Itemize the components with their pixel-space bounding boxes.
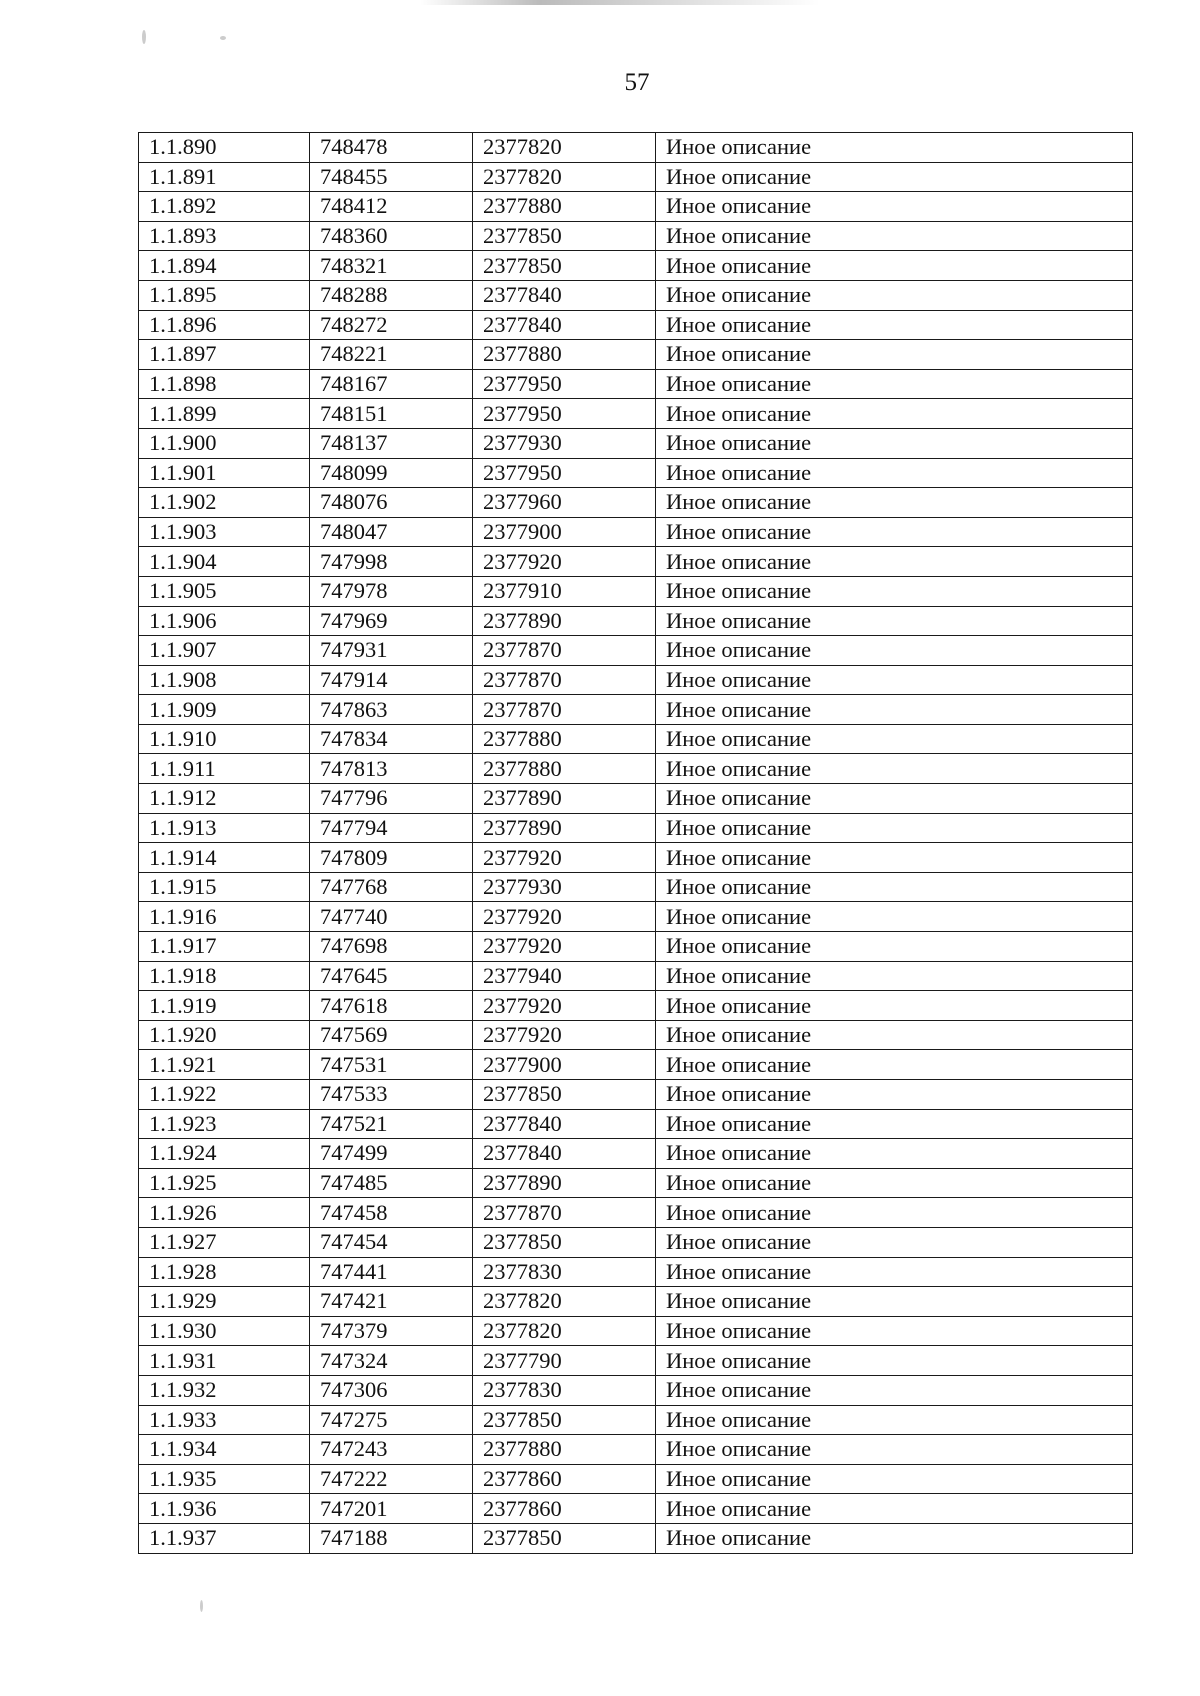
x-coordinate-cell: 748221 — [310, 340, 473, 370]
point-number-cell: 1.1.918 — [139, 961, 310, 991]
description-cell: Иное описание — [656, 133, 1133, 163]
y-coordinate-cell: 2377910 — [473, 576, 656, 606]
description-cell: Иное описание — [656, 280, 1133, 310]
point-number-cell: 1.1.899 — [139, 399, 310, 429]
description-cell: Иное описание — [656, 1050, 1133, 1080]
x-coordinate-cell: 748167 — [310, 369, 473, 399]
point-number-cell: 1.1.895 — [139, 280, 310, 310]
point-number-cell: 1.1.900 — [139, 428, 310, 458]
description-cell: Иное описание — [656, 843, 1133, 873]
y-coordinate-cell: 2377850 — [473, 251, 656, 281]
description-cell: Иное описание — [656, 192, 1133, 222]
y-coordinate-cell: 2377960 — [473, 488, 656, 518]
y-coordinate-cell: 2377880 — [473, 340, 656, 370]
point-number-cell: 1.1.933 — [139, 1405, 310, 1435]
y-coordinate-cell: 2377900 — [473, 1050, 656, 1080]
description-cell: Иное описание — [656, 458, 1133, 488]
y-coordinate-cell: 2377820 — [473, 1287, 656, 1317]
point-number-cell: 1.1.923 — [139, 1109, 310, 1139]
table-row — [139, 961, 1133, 991]
point-number-cell: 1.1.937 — [139, 1523, 310, 1553]
table-row — [139, 133, 1133, 163]
x-coordinate-cell: 748321 — [310, 251, 473, 281]
description-cell: Иное описание — [656, 1109, 1133, 1139]
scan-speck — [200, 1600, 203, 1612]
description-cell: Иное описание — [656, 1464, 1133, 1494]
point-number-cell: 1.1.897 — [139, 340, 310, 370]
point-number-cell: 1.1.932 — [139, 1375, 310, 1405]
y-coordinate-cell: 2377870 — [473, 1198, 656, 1228]
description-cell: Иное описание — [656, 1020, 1133, 1050]
table-row — [139, 813, 1133, 843]
point-number-cell: 1.1.930 — [139, 1316, 310, 1346]
description-cell: Иное описание — [656, 991, 1133, 1021]
y-coordinate-cell: 2377840 — [473, 310, 656, 340]
x-coordinate-cell: 748272 — [310, 310, 473, 340]
point-number-cell: 1.1.904 — [139, 547, 310, 577]
y-coordinate-cell: 2377880 — [473, 754, 656, 784]
point-number-cell: 1.1.907 — [139, 636, 310, 666]
description-cell: Иное описание — [656, 1139, 1133, 1169]
table-row — [139, 1168, 1133, 1198]
table-row — [139, 1375, 1133, 1405]
table-row — [139, 695, 1133, 725]
point-number-cell: 1.1.905 — [139, 576, 310, 606]
table-row — [139, 192, 1133, 222]
y-coordinate-cell: 2377920 — [473, 547, 656, 577]
y-coordinate-cell: 2377790 — [473, 1346, 656, 1376]
x-coordinate-cell: 748076 — [310, 488, 473, 518]
description-cell: Иное описание — [656, 902, 1133, 932]
point-number-cell: 1.1.916 — [139, 902, 310, 932]
y-coordinate-cell: 2377940 — [473, 961, 656, 991]
y-coordinate-cell: 2377850 — [473, 1405, 656, 1435]
table-row — [139, 1227, 1133, 1257]
table-row — [139, 1020, 1133, 1050]
page-number: 57 — [624, 69, 650, 96]
table-row — [139, 1080, 1133, 1110]
x-coordinate-cell: 747645 — [310, 961, 473, 991]
scan-speck — [220, 36, 226, 40]
point-number-cell: 1.1.919 — [139, 991, 310, 1021]
y-coordinate-cell: 2377840 — [473, 280, 656, 310]
y-coordinate-cell: 2377840 — [473, 1139, 656, 1169]
description-cell: Иное описание — [656, 636, 1133, 666]
description-cell: Иное описание — [656, 517, 1133, 547]
table-row — [139, 606, 1133, 636]
x-coordinate-cell: 747796 — [310, 784, 473, 814]
x-coordinate-cell: 747978 — [310, 576, 473, 606]
table-row — [139, 310, 1133, 340]
x-coordinate-cell: 747914 — [310, 665, 473, 695]
x-coordinate-cell: 748137 — [310, 428, 473, 458]
point-number-cell: 1.1.926 — [139, 1198, 310, 1228]
description-cell: Иное описание — [656, 1168, 1133, 1198]
x-coordinate-cell: 747188 — [310, 1523, 473, 1553]
y-coordinate-cell: 2377870 — [473, 665, 656, 695]
y-coordinate-cell: 2377950 — [473, 458, 656, 488]
table-row — [139, 458, 1133, 488]
point-number-cell: 1.1.909 — [139, 695, 310, 725]
description-cell: Иное описание — [656, 399, 1133, 429]
scan-speck — [142, 30, 146, 44]
table-row — [139, 547, 1133, 577]
point-number-cell: 1.1.893 — [139, 221, 310, 251]
description-cell: Иное описание — [656, 724, 1133, 754]
x-coordinate-cell: 747485 — [310, 1168, 473, 1198]
table-row — [139, 340, 1133, 370]
x-coordinate-cell: 748360 — [310, 221, 473, 251]
point-number-cell: 1.1.898 — [139, 369, 310, 399]
description-cell: Иное описание — [656, 1316, 1133, 1346]
description-cell: Иное описание — [656, 369, 1133, 399]
y-coordinate-cell: 2377860 — [473, 1494, 656, 1524]
description-cell: Иное описание — [656, 428, 1133, 458]
table-row — [139, 1435, 1133, 1465]
table-row — [139, 1109, 1133, 1139]
point-number-cell: 1.1.934 — [139, 1435, 310, 1465]
point-number-cell: 1.1.891 — [139, 162, 310, 192]
x-coordinate-cell: 747441 — [310, 1257, 473, 1287]
description-cell: Иное описание — [656, 1198, 1133, 1228]
x-coordinate-cell: 747324 — [310, 1346, 473, 1376]
x-coordinate-cell: 747458 — [310, 1198, 473, 1228]
table-row — [139, 991, 1133, 1021]
x-coordinate-cell: 747421 — [310, 1287, 473, 1317]
table-row — [139, 369, 1133, 399]
point-number-cell: 1.1.925 — [139, 1168, 310, 1198]
x-coordinate-cell: 747931 — [310, 636, 473, 666]
x-coordinate-cell: 747969 — [310, 606, 473, 636]
description-cell: Иное описание — [656, 961, 1133, 991]
point-number-cell: 1.1.922 — [139, 1080, 310, 1110]
description-cell: Иное описание — [656, 784, 1133, 814]
x-coordinate-cell: 748099 — [310, 458, 473, 488]
table-row — [139, 1494, 1133, 1524]
point-number-cell: 1.1.902 — [139, 488, 310, 518]
x-coordinate-cell: 747809 — [310, 843, 473, 873]
description-cell: Иное описание — [656, 872, 1133, 902]
x-coordinate-cell: 748455 — [310, 162, 473, 192]
y-coordinate-cell: 2377930 — [473, 872, 656, 902]
table-row — [139, 162, 1133, 192]
x-coordinate-cell: 747569 — [310, 1020, 473, 1050]
y-coordinate-cell: 2377850 — [473, 221, 656, 251]
point-number-cell: 1.1.914 — [139, 843, 310, 873]
point-number-cell: 1.1.928 — [139, 1257, 310, 1287]
y-coordinate-cell: 2377890 — [473, 813, 656, 843]
description-cell: Иное описание — [656, 1287, 1133, 1317]
table-row — [139, 724, 1133, 754]
point-number-cell: 1.1.924 — [139, 1139, 310, 1169]
point-number-cell: 1.1.927 — [139, 1227, 310, 1257]
y-coordinate-cell: 2377820 — [473, 162, 656, 192]
table-row — [139, 1050, 1133, 1080]
x-coordinate-cell: 747834 — [310, 724, 473, 754]
x-coordinate-cell: 747863 — [310, 695, 473, 725]
table-row — [139, 1287, 1133, 1317]
y-coordinate-cell: 2377830 — [473, 1375, 656, 1405]
point-number-cell: 1.1.896 — [139, 310, 310, 340]
x-coordinate-cell: 748478 — [310, 133, 473, 163]
description-cell: Иное описание — [656, 1080, 1133, 1110]
y-coordinate-cell: 2377890 — [473, 606, 656, 636]
x-coordinate-cell: 748047 — [310, 517, 473, 547]
table-row — [139, 1257, 1133, 1287]
x-coordinate-cell: 747201 — [310, 1494, 473, 1524]
table-row — [139, 399, 1133, 429]
table-row — [139, 428, 1133, 458]
table-row — [139, 1464, 1133, 1494]
description-cell: Иное описание — [656, 162, 1133, 192]
y-coordinate-cell: 2377850 — [473, 1227, 656, 1257]
table-row — [139, 1316, 1133, 1346]
point-number-cell: 1.1.894 — [139, 251, 310, 281]
table-row — [139, 665, 1133, 695]
point-number-cell: 1.1.929 — [139, 1287, 310, 1317]
y-coordinate-cell: 2377850 — [473, 1523, 656, 1553]
x-coordinate-cell: 747813 — [310, 754, 473, 784]
description-cell: Иное описание — [656, 1494, 1133, 1524]
table-row — [139, 872, 1133, 902]
point-number-cell: 1.1.931 — [139, 1346, 310, 1376]
description-cell: Иное описание — [656, 932, 1133, 962]
y-coordinate-cell: 2377930 — [473, 428, 656, 458]
y-coordinate-cell: 2377920 — [473, 932, 656, 962]
y-coordinate-cell: 2377820 — [473, 133, 656, 163]
x-coordinate-cell: 747275 — [310, 1405, 473, 1435]
table-row — [139, 1139, 1133, 1169]
description-cell: Иное описание — [656, 1375, 1133, 1405]
point-number-cell: 1.1.892 — [139, 192, 310, 222]
table-row — [139, 1198, 1133, 1228]
y-coordinate-cell: 2377880 — [473, 724, 656, 754]
table-row — [139, 488, 1133, 518]
point-number-cell: 1.1.890 — [139, 133, 310, 163]
x-coordinate-cell: 747768 — [310, 872, 473, 902]
table-row — [139, 754, 1133, 784]
table-row — [139, 902, 1133, 932]
point-number-cell: 1.1.910 — [139, 724, 310, 754]
y-coordinate-cell: 2377920 — [473, 991, 656, 1021]
x-coordinate-cell: 747499 — [310, 1139, 473, 1169]
coordinates-table-body — [139, 133, 1133, 1554]
x-coordinate-cell: 747222 — [310, 1464, 473, 1494]
y-coordinate-cell: 2377820 — [473, 1316, 656, 1346]
x-coordinate-cell: 747379 — [310, 1316, 473, 1346]
y-coordinate-cell: 2377840 — [473, 1109, 656, 1139]
y-coordinate-cell: 2377890 — [473, 784, 656, 814]
point-number-cell: 1.1.906 — [139, 606, 310, 636]
description-cell: Иное описание — [656, 665, 1133, 695]
y-coordinate-cell: 2377830 — [473, 1257, 656, 1287]
y-coordinate-cell: 2377860 — [473, 1464, 656, 1494]
table-row — [139, 221, 1133, 251]
table-row — [139, 251, 1133, 281]
point-number-cell: 1.1.901 — [139, 458, 310, 488]
description-cell: Иное описание — [656, 576, 1133, 606]
table-row — [139, 517, 1133, 547]
description-cell: Иное описание — [656, 221, 1133, 251]
x-coordinate-cell: 748412 — [310, 192, 473, 222]
y-coordinate-cell: 2377880 — [473, 1435, 656, 1465]
x-coordinate-cell: 748151 — [310, 399, 473, 429]
y-coordinate-cell: 2377900 — [473, 517, 656, 547]
description-cell: Иное описание — [656, 1346, 1133, 1376]
description-cell: Иное описание — [656, 488, 1133, 518]
y-coordinate-cell: 2377920 — [473, 902, 656, 932]
description-cell: Иное описание — [656, 754, 1133, 784]
point-number-cell: 1.1.917 — [139, 932, 310, 962]
table-row — [139, 784, 1133, 814]
table-row — [139, 1405, 1133, 1435]
y-coordinate-cell: 2377870 — [473, 695, 656, 725]
x-coordinate-cell: 747243 — [310, 1435, 473, 1465]
point-number-cell: 1.1.915 — [139, 872, 310, 902]
coordinates-table — [138, 132, 1133, 1554]
y-coordinate-cell: 2377920 — [473, 1020, 656, 1050]
description-cell: Иное описание — [656, 695, 1133, 725]
description-cell: Иное описание — [656, 1405, 1133, 1435]
point-number-cell: 1.1.936 — [139, 1494, 310, 1524]
point-number-cell: 1.1.903 — [139, 517, 310, 547]
x-coordinate-cell: 747698 — [310, 932, 473, 962]
point-number-cell: 1.1.921 — [139, 1050, 310, 1080]
point-number-cell: 1.1.913 — [139, 813, 310, 843]
point-number-cell: 1.1.912 — [139, 784, 310, 814]
table-row — [139, 1523, 1133, 1553]
x-coordinate-cell: 748288 — [310, 280, 473, 310]
y-coordinate-cell: 2377890 — [473, 1168, 656, 1198]
y-coordinate-cell: 2377950 — [473, 369, 656, 399]
x-coordinate-cell: 747531 — [310, 1050, 473, 1080]
x-coordinate-cell: 747618 — [310, 991, 473, 1021]
table-row — [139, 932, 1133, 962]
y-coordinate-cell: 2377950 — [473, 399, 656, 429]
point-number-cell: 1.1.935 — [139, 1464, 310, 1494]
description-cell: Иное описание — [656, 813, 1133, 843]
description-cell: Иное описание — [656, 340, 1133, 370]
x-coordinate-cell: 747794 — [310, 813, 473, 843]
table-row — [139, 1346, 1133, 1376]
x-coordinate-cell: 747306 — [310, 1375, 473, 1405]
table-row — [139, 843, 1133, 873]
description-cell: Иное описание — [656, 1435, 1133, 1465]
point-number-cell: 1.1.911 — [139, 754, 310, 784]
description-cell: Иное описание — [656, 547, 1133, 577]
description-cell: Иное описание — [656, 251, 1133, 281]
description-cell: Иное описание — [656, 1523, 1133, 1553]
description-cell: Иное описание — [656, 1227, 1133, 1257]
x-coordinate-cell: 747521 — [310, 1109, 473, 1139]
description-cell: Иное описание — [656, 310, 1133, 340]
x-coordinate-cell: 747533 — [310, 1080, 473, 1110]
x-coordinate-cell: 747454 — [310, 1227, 473, 1257]
description-cell: Иное описание — [656, 606, 1133, 636]
y-coordinate-cell: 2377880 — [473, 192, 656, 222]
scan-edge-artifact — [420, 0, 820, 5]
description-cell: Иное описание — [656, 1257, 1133, 1287]
table-row — [139, 280, 1133, 310]
table-row — [139, 576, 1133, 606]
point-number-cell: 1.1.908 — [139, 665, 310, 695]
y-coordinate-cell: 2377870 — [473, 636, 656, 666]
x-coordinate-cell: 747740 — [310, 902, 473, 932]
y-coordinate-cell: 2377920 — [473, 843, 656, 873]
x-coordinate-cell: 747998 — [310, 547, 473, 577]
table-row — [139, 636, 1133, 666]
point-number-cell: 1.1.920 — [139, 1020, 310, 1050]
y-coordinate-cell: 2377850 — [473, 1080, 656, 1110]
